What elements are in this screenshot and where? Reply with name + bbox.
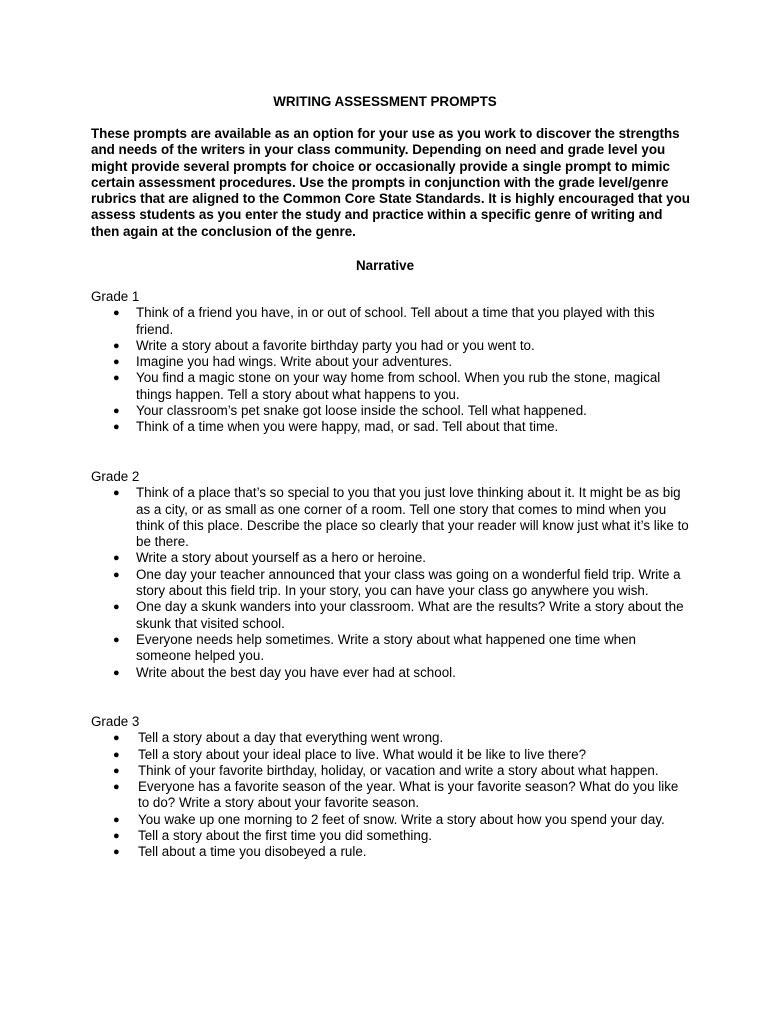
list-item — [91, 747, 691, 763]
bullet-icon: ● — [113, 830, 120, 843]
list-item — [91, 779, 691, 812]
list-item — [91, 632, 691, 665]
prompt-text: You wake up one morning to 2 feet of snow. Write a story about how you spend your day. — [138, 811, 665, 827]
prompt-text: Write about the best day you have ever had at school. — [136, 664, 456, 680]
prompt-list — [91, 730, 691, 860]
list-item — [91, 763, 691, 779]
bullet-icon: ● — [113, 748, 120, 761]
bullet-icon: ● — [113, 552, 120, 565]
list-item — [91, 550, 691, 566]
prompt-text: Think of your favorite birthday, holiday, or vacation and write a story about what happen. — [138, 762, 659, 778]
section-heading-narrative: Narrative — [355, 258, 415, 273]
bullet-icon: ● — [113, 421, 120, 434]
prompt-text: Tell a story about your ideal place to live. What would it be like to live there? — [138, 746, 587, 762]
grade-1-section — [91, 289, 691, 436]
grade-2-section — [91, 469, 691, 681]
intro-paragraph: These prompts are available as an option for your use as you work to discover the strengths and needs of the writers in your class community. Depending on need and grade level you might provide several prompts for choice or occasionally provide a single prompt to mimic certain assessment procedures. Use the prompts in conjunction with the grade level/genre rubrics that are aligned to the Common Core State Standards. It is highly encouraged that you assess students as you enter the study and practice within a specific genre of writing and then again at the conclusion of the genre. — [91, 126, 690, 239]
bullet-icon: ● — [113, 732, 120, 745]
grade-label: Grade 3 — [91, 714, 140, 729]
bullet-icon: ● — [113, 339, 120, 352]
prompt-text: Think of a friend you have, in or out of school. Tell about a time that you played with this friend. — [136, 305, 655, 337]
list-item — [91, 354, 691, 370]
document-title: WRITING ASSESSMENT PROMPTS — [273, 94, 497, 109]
list-item — [91, 403, 691, 419]
list-item — [91, 844, 691, 860]
bullet-icon: ● — [113, 633, 120, 646]
prompt-text: Tell about a time you disobeyed a rule. — [138, 844, 367, 860]
list-item — [91, 305, 691, 338]
bullet-icon: ● — [113, 601, 120, 614]
grade-label: Grade 1 — [91, 289, 140, 304]
bullet-icon: ● — [113, 487, 120, 500]
list-item — [91, 599, 691, 632]
list-item — [91, 338, 691, 354]
prompt-text: You find a magic stone on your way home from school. When you rub the stone, magical things happen. Tell a story about what happens to you. — [136, 370, 661, 402]
prompt-text: Everyone has a favorite season of the year. What is your favorite season? What do you like to do? Write a story about your favorite season. — [138, 779, 679, 811]
bullet-icon: ● — [113, 568, 120, 581]
prompt-list — [91, 305, 691, 435]
prompt-text: Think of a place that’s so special to you that you just love thinking about it. It might be as big as a city, or as small as one corner of a room. Tell one story that comes to mind when you think of this place. Describe the place so clearly that your reader will know just what it’s like to be there. — [136, 485, 689, 550]
list-item — [91, 485, 691, 550]
prompt-text: Write a story about a favorite birthday party you had or you went to. — [136, 337, 535, 353]
list-item — [91, 730, 691, 746]
bullet-icon: ● — [113, 372, 120, 385]
bullet-icon: ● — [113, 307, 120, 320]
bullet-icon: ● — [113, 813, 120, 826]
prompt-text: Everyone needs help sometimes. Write a story about what happened one time when someone helped you. — [136, 631, 636, 664]
bullet-icon: ● — [113, 356, 120, 369]
list-item — [91, 665, 691, 681]
prompt-list — [91, 485, 691, 681]
list-item — [91, 419, 691, 435]
bullet-icon: ● — [113, 846, 120, 859]
grade-3-section — [91, 714, 691, 861]
prompt-text: Write a story about yourself as a hero or heroine. — [136, 550, 427, 566]
bullet-icon: ● — [113, 666, 120, 679]
prompt-text: One day your teacher announced that your class was going on a wonderful field trip. Write a story about this field trip. In your story, you can have your class go anywhere you wish. — [136, 566, 681, 599]
list-item — [91, 812, 691, 828]
grade-label: Grade 2 — [91, 469, 140, 484]
prompt-text: Tell a story about a day that everything went wrong. — [138, 730, 444, 746]
prompt-text: Tell a story about the first time you did something. — [138, 828, 432, 844]
prompt-text: Imagine you had wings. Write about your adventures. — [136, 354, 453, 370]
list-item — [91, 828, 691, 844]
bullet-icon: ● — [113, 781, 120, 794]
list-item — [91, 567, 691, 600]
prompt-text: Your classroom’s pet snake got loose inside the school. Tell what happened. — [136, 403, 587, 419]
prompt-text: One day a skunk wanders into your classroom. What are the results? Write a story about the skunk that visited school. — [136, 599, 684, 631]
bullet-icon: ● — [113, 405, 120, 418]
prompt-text: Think of a time when you were happy, mad, or sad. Tell about that time. — [136, 419, 559, 435]
bullet-icon: ● — [113, 764, 120, 777]
list-item — [91, 370, 691, 403]
